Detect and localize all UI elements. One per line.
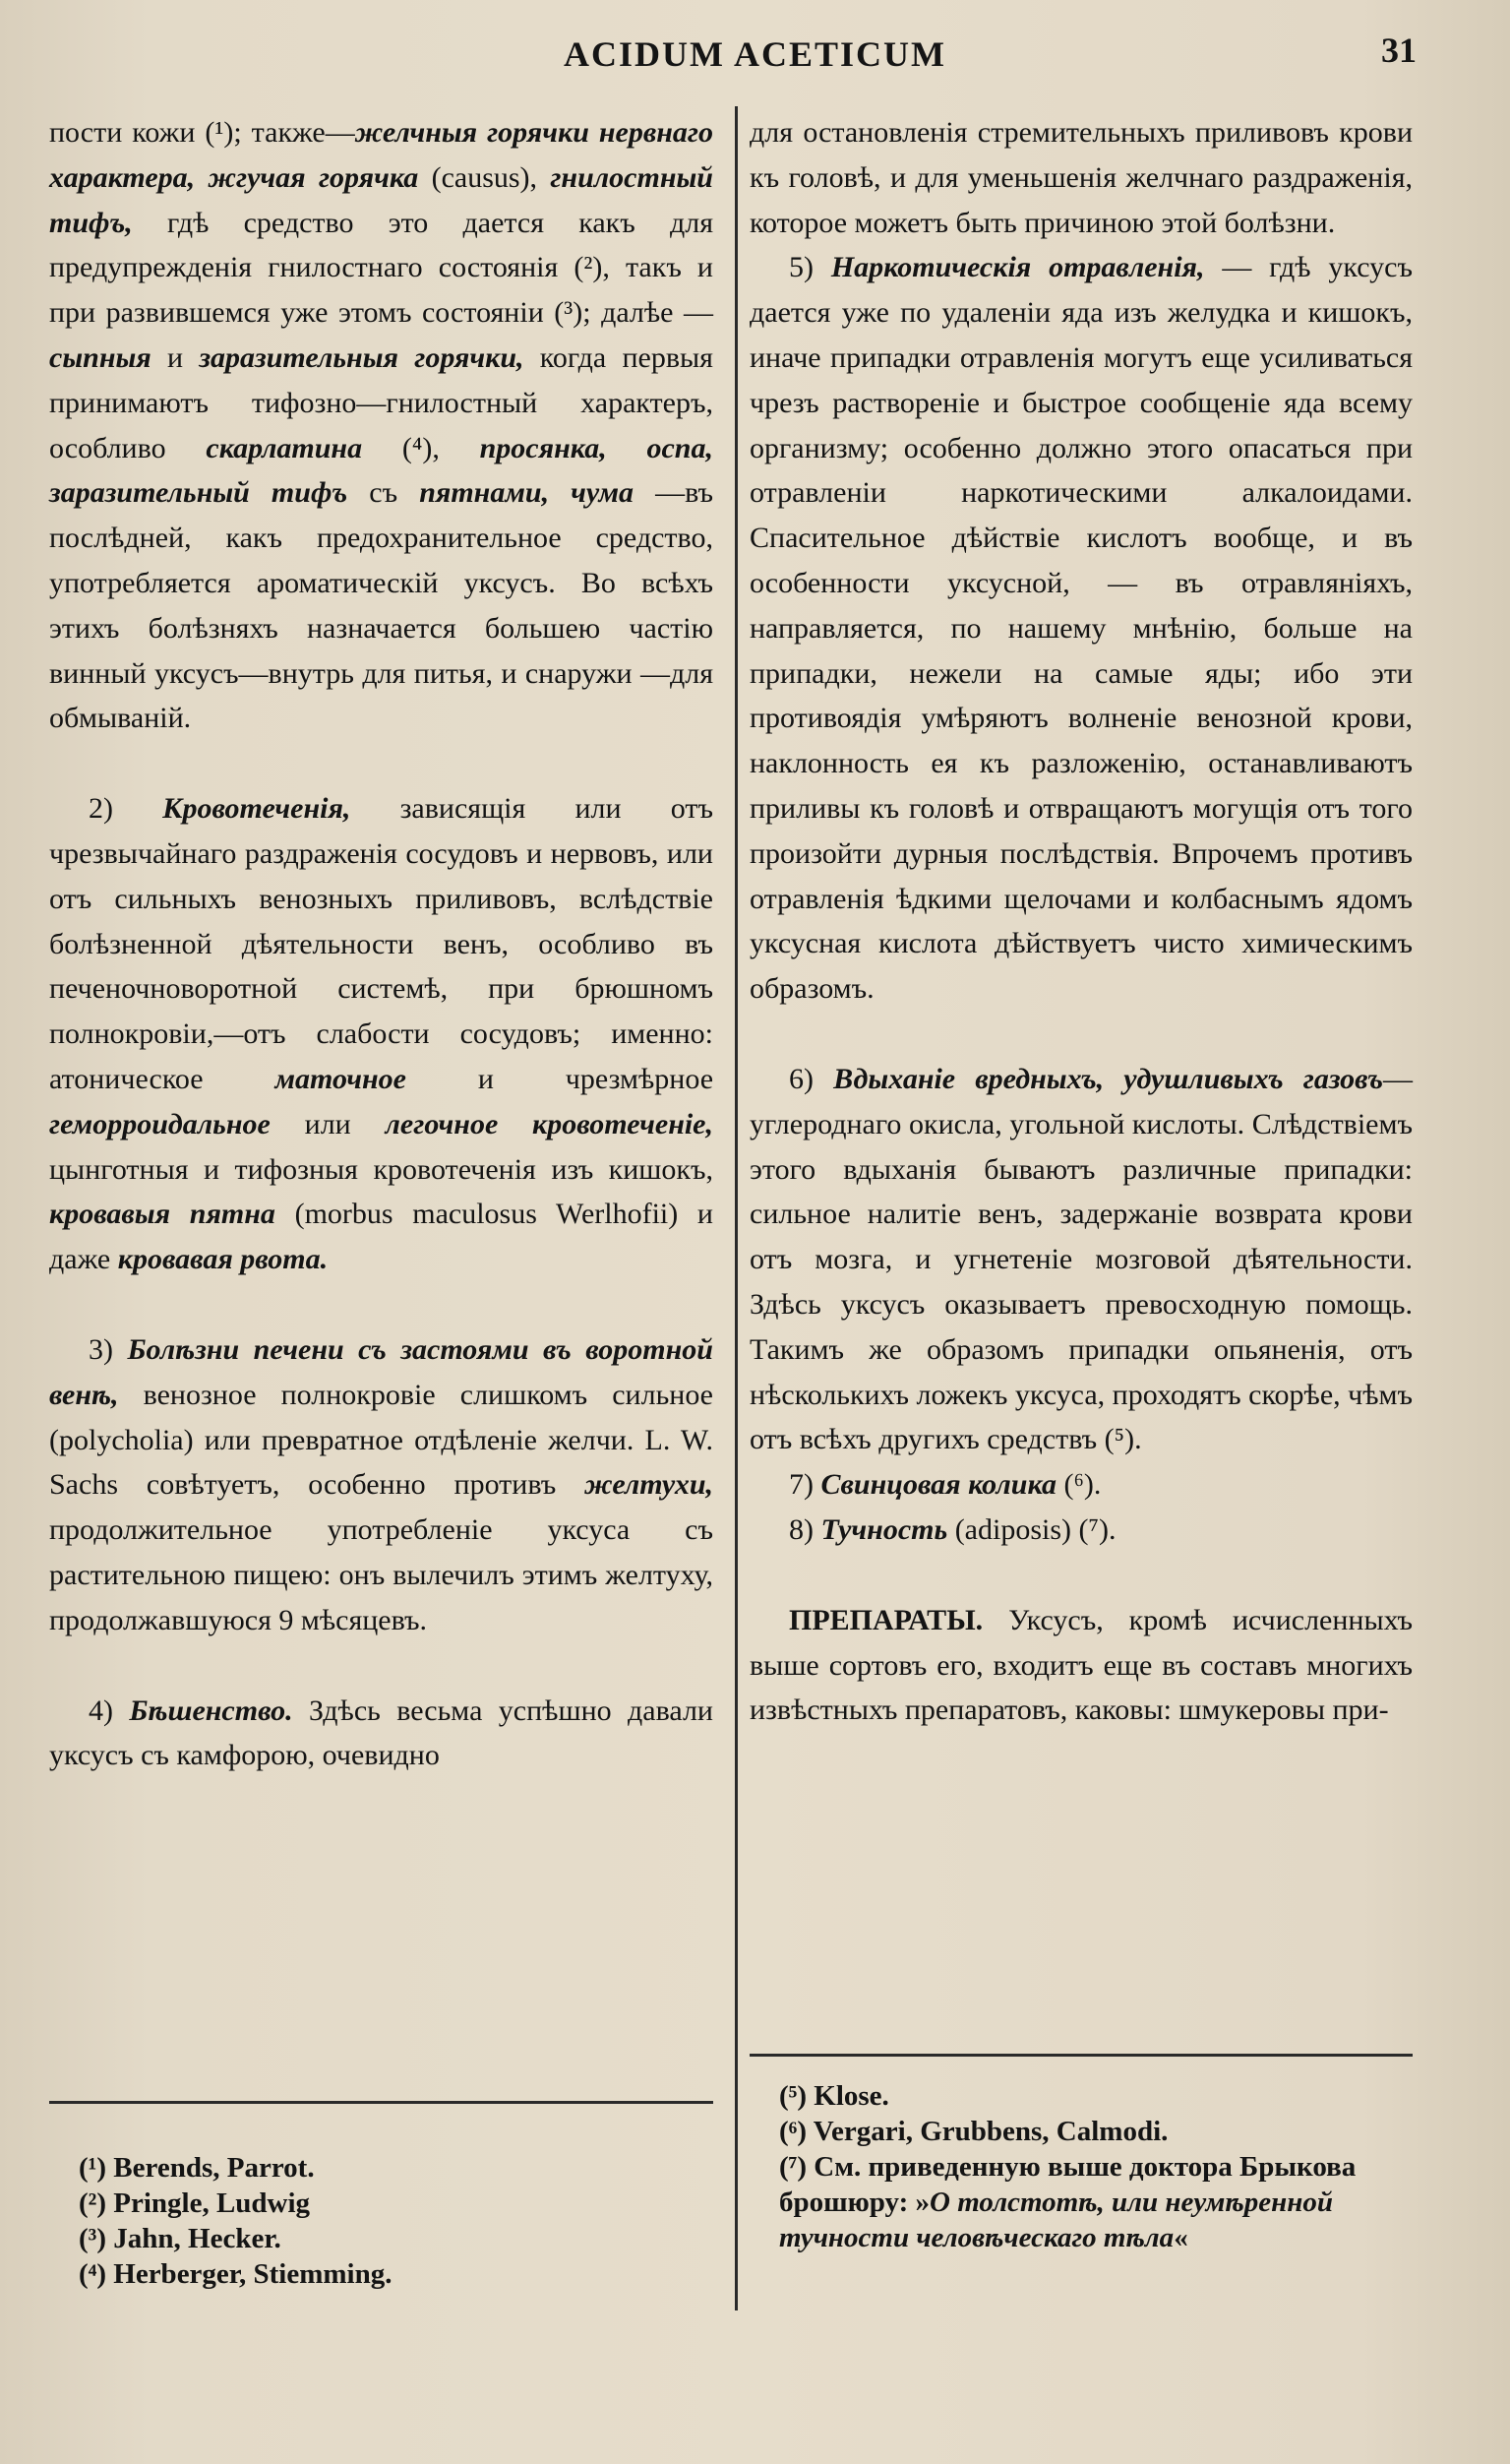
body-text: 4) xyxy=(89,1694,130,1727)
body-text: 2) xyxy=(89,792,163,826)
column-divider xyxy=(735,106,738,2310)
body-text: съ xyxy=(347,476,420,510)
body-text: когда первыя принимаютъ тифозно—гнилостный характеръ, особливо xyxy=(49,340,713,464)
emphasis-text: скарлатина xyxy=(206,431,363,464)
heading-text: ПРЕПАРАТЫ. xyxy=(789,1603,984,1636)
emphasis-text: Тучность xyxy=(820,1512,948,1546)
body-text: для остановленія стремительныхъ приливовъ крови къ головѣ, и для уменьшенія желчнаго раздраженія, которое можетъ быть причиною этой болѣзни. xyxy=(750,116,1413,239)
body-text: 8) xyxy=(789,1512,821,1546)
emphasis-text: Наркотическія отравленія, xyxy=(830,251,1205,284)
footnote-rule-left xyxy=(49,2101,713,2104)
body-text: —въ послѣдней, какъ предохранительное средство, употребляется ароматическій уксусъ. Во всѣхъ этихъ болѣзняхъ назначается большею частію винный уксусъ—внутрь для питья, и снаружи —для обмываній. xyxy=(49,476,714,735)
body-text: (morbus maculosus Werlhofii) и даже xyxy=(49,1198,713,1276)
body-text: зависящія или отъ чрезвычайнаго раздраженія сосудовъ и нервовъ, или отъ сильныхъ венозныхъ приливовъ, вслѣдствіе болѣзненной дѣятельности венъ, особливо въ печеночноворотной системѣ, при брюшномъ полнокровіи,—отъ слабости сосудовъ; именно: атоническое xyxy=(49,792,713,1095)
body-text: пости кожи (¹); также— xyxy=(49,116,355,149)
emphasis-text: легочное кровотеченіе, xyxy=(385,1107,713,1140)
emphasis-text: Болѣзни печени съ застоями въ воротной венѣ, xyxy=(49,1332,713,1411)
footnotes-left xyxy=(79,2150,708,2292)
body-text: (causus), xyxy=(418,160,551,194)
emphasis-text: желчныя горячки нервнаго характера, жгучая горячка xyxy=(49,116,713,194)
emphasis-text: Кровотеченія, xyxy=(162,792,351,826)
body-text: Здѣсь весьма успѣшно давали уксусъ съ камфорою, очевидно xyxy=(49,1694,713,1772)
paragraph xyxy=(750,245,1413,1012)
footnote: (³) Jahn, Hecker. xyxy=(79,2223,281,2254)
paragraph xyxy=(750,110,1413,245)
left-column xyxy=(49,110,713,1778)
emphasis-text: кровавая рвота. xyxy=(117,1243,329,1276)
paragraph xyxy=(750,1508,1413,1553)
body-text: (adiposis) (⁷). xyxy=(947,1512,1117,1546)
emphasis-text: геморроидальное xyxy=(49,1107,271,1140)
body-text: — гдѣ уксусъ дается уже по удаленіи яда изъ желудка и кишокъ, иначе припадки отравленія могутъ еще усиливаться чрезъ раствореніе и быстрое сообщеніе яда всему организму; особенно должно этого опасаться при отравленіи наркотическими алкалоидами. Спасительное дѣйствіе кислотъ вообще, и въ особенности уксусной, — въ отравляніяхъ, направляется, по нашему мнѣнію, больше на припадки, нежели на самые яды; ибо эти противоядія умѣряютъ волненіе венозной крови, наклонность ея къ разложенію, останавливаютъ приливы къ головѣ и отвращаютъ могущія отъ того произойти дурныя послѣдствія. Впрочемъ противъ отравленія ѣдкими щелочами и колбаснымъ ядомъ уксусная кислота дѣйствуетъ чисто химическимъ образомъ. xyxy=(750,251,1413,1006)
footnote: (²) Pringle, Ludwig xyxy=(79,2187,311,2219)
footnote xyxy=(779,2149,1409,2255)
body-text: венозное полнокровіе слишкомъ сильное (polycholia) или превратное отдѣленіе желчи. L. W. Sachs совѣтуетъ, особенно противъ xyxy=(49,1378,713,1502)
emphasis-text: сыпныя xyxy=(49,340,151,374)
emphasis-text: пятнами, чума xyxy=(419,476,634,510)
body-text: продолжительное употребленіе уксуса съ растительною пищею: онъ вылечилъ этимъ желтуху, продолжавшуюся 9 мѣсяцевъ. xyxy=(49,1513,713,1636)
body-text: Уксусъ, кромѣ исчисленныхъ выше сортовъ его, входитъ еще въ составъ многихъ извѣстныхъ препаратовъ, каковы: шмукеровы при- xyxy=(750,1603,1413,1727)
footnote: (¹) Berends, Parrot. xyxy=(79,2152,315,2184)
body-text: и xyxy=(151,340,200,374)
emphasis-text: гнилостный тифъ, xyxy=(49,160,713,239)
body-text: 6) xyxy=(789,1062,834,1095)
footnote: (⁴) Herberger, Stiemming. xyxy=(79,2258,393,2290)
paragraph xyxy=(49,1689,713,1779)
emphasis-text: кровавыя пятна xyxy=(49,1198,275,1231)
right-column xyxy=(750,110,1413,1733)
footnote-tail: « xyxy=(1174,2222,1188,2253)
body-text: 3) xyxy=(89,1332,128,1366)
paragraph xyxy=(750,1462,1413,1508)
body-text: цынготныя и тифозныя кровотеченія изъ кишокъ, xyxy=(49,1152,713,1186)
paragraph xyxy=(750,1598,1413,1733)
emphasis-text: Свинцовая колика xyxy=(820,1468,1057,1502)
footnote-lead: (⁷) См. приведенную выше доктора Брыкова брошюру: » xyxy=(779,2151,1357,2218)
body-text: (⁶). xyxy=(1056,1468,1102,1502)
emphasis-text: маточное xyxy=(274,1062,406,1095)
emphasis-text: желтухи, xyxy=(584,1468,713,1502)
emphasis-text: заразительныя горячки, xyxy=(199,340,524,374)
body-text: 7) xyxy=(789,1468,821,1502)
emphasis-text: просянка, оспа, заразительный тифъ xyxy=(49,431,713,510)
body-text: —углероднаго окисла, угольной кислоты. Слѣдствіемъ этого вдыханія бываютъ различные припадки: сильное налитіе венъ, задержаніе возврата крови отъ мозга, и угнетеніе мозговой дѣятельности. Здѣсь уксусъ оказываетъ превосходную помощь. Такимъ же образомъ припадки опьяненія, отъ нѣсколькихъ ложекъ уксуса, проходятъ скорѣе, чѣмъ отъ всѣхъ другихъ средствъ (⁵). xyxy=(750,1062,1414,1456)
footnote: (⁵) Klose. xyxy=(779,2080,889,2112)
body-text: гдѣ средство это дается какъ для предупрежденія гнилостнаго состоянія (²), такъ и при развившемся уже этомъ состояніи (³); далѣе — xyxy=(49,206,713,330)
page-number: 31 xyxy=(1381,31,1417,70)
footnotes-right xyxy=(779,2078,1409,2255)
footnote-rule-right xyxy=(750,2054,1413,2057)
body-text: или xyxy=(270,1107,386,1140)
emphasis-text: Вдыханіе вредныхъ, удушливыхъ газовъ xyxy=(833,1062,1383,1095)
paragraph xyxy=(750,1057,1413,1462)
paragraph xyxy=(49,1327,713,1643)
emphasis-text: Бѣшенство. xyxy=(129,1694,293,1727)
paragraph xyxy=(49,110,713,741)
body-text: (⁴), xyxy=(362,431,480,464)
footnote-book-title: О толстотѣ, или неумѣренной тучности человѣческаго тѣла xyxy=(779,2187,1333,2253)
body-text: и чрезмѣрное xyxy=(405,1062,714,1095)
paragraph xyxy=(49,786,713,1282)
running-title: ACIDUM ACETICUM xyxy=(564,34,946,74)
body-text: 5) xyxy=(789,251,831,284)
footnote: (⁶) Vergari, Grubbens, Calmodi. xyxy=(779,2116,1169,2147)
